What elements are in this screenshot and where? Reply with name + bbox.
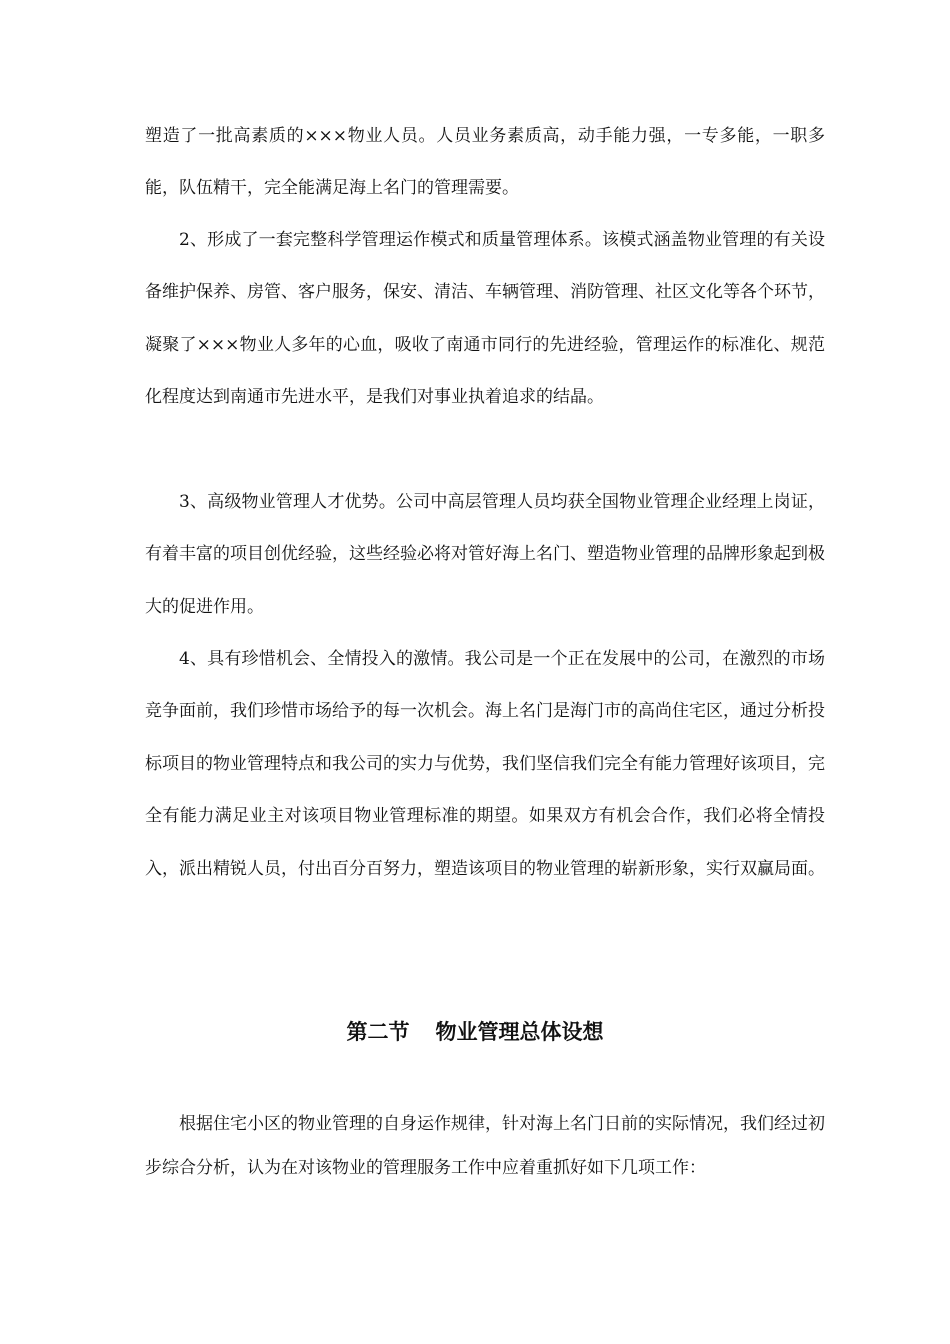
section-title: 物业管理总体设想 <box>435 1020 604 1044</box>
paragraph-item-3: 3、高级物业管理人才优势。公司中高层管理人员均获全国物业管理企业经理上岗证，有着丰富的项目创优经验，这些经验必将对管好海上名门、塑造物业管理的品牌形象起到极大的促进作用。 <box>145 492 825 617</box>
section-heading <box>145 1010 805 1054</box>
paragraph-continued: 塑造了一批高素质的×××物业人员。人员业务素质高，动手能力强，一专多能，一职多能，队伍精干，完全能满足海上名门的管理需要。 <box>145 126 825 199</box>
intro-paragraph: 根据住宅小区的物业管理的自身运作规律，针对海上名门日前的实际情况，我们经过初步综合分析，认为在对该物业的管理服务工作中应着重抓好如下几项工作： <box>145 1114 825 1178</box>
paragraph-item-4: 4、具有珍惜机会、全情投入的激情。我公司是一个正在发展中的公司，在激烈的市场竞争面前，我们珍惜市场给予的每一次机会。海上名门是海门市的高尚住宅区，通过分析投标项目的物业管理特点和我公司的实力与优势，我们坚信我们完全有能力管理好该项目，完全有能力满足业主对该项目物业管理标准的期望。如果双方有机会合作，我们必将全情投入，派出精锐人员，付出百分百努力，塑造该项目的物业管理的崭新形象，实行双赢局面。 <box>145 649 825 879</box>
paragraph-item-2: 2、形成了一套完整科学管理运作模式和质量管理体系。该模式涵盖物业管理的有关设备维护保养、房管、客户服务，保安、清洁、车辆管理、消防管理、社区文化等各个环节，凝聚了×××物业人多年的心血，吸收了南通市同行的先进经验，管理运作的标准化、规范化程度达到南通市先进水平，是我们对事业执着追求的结晶。 <box>145 230 825 408</box>
section-number: 第二节 <box>346 1020 410 1044</box>
